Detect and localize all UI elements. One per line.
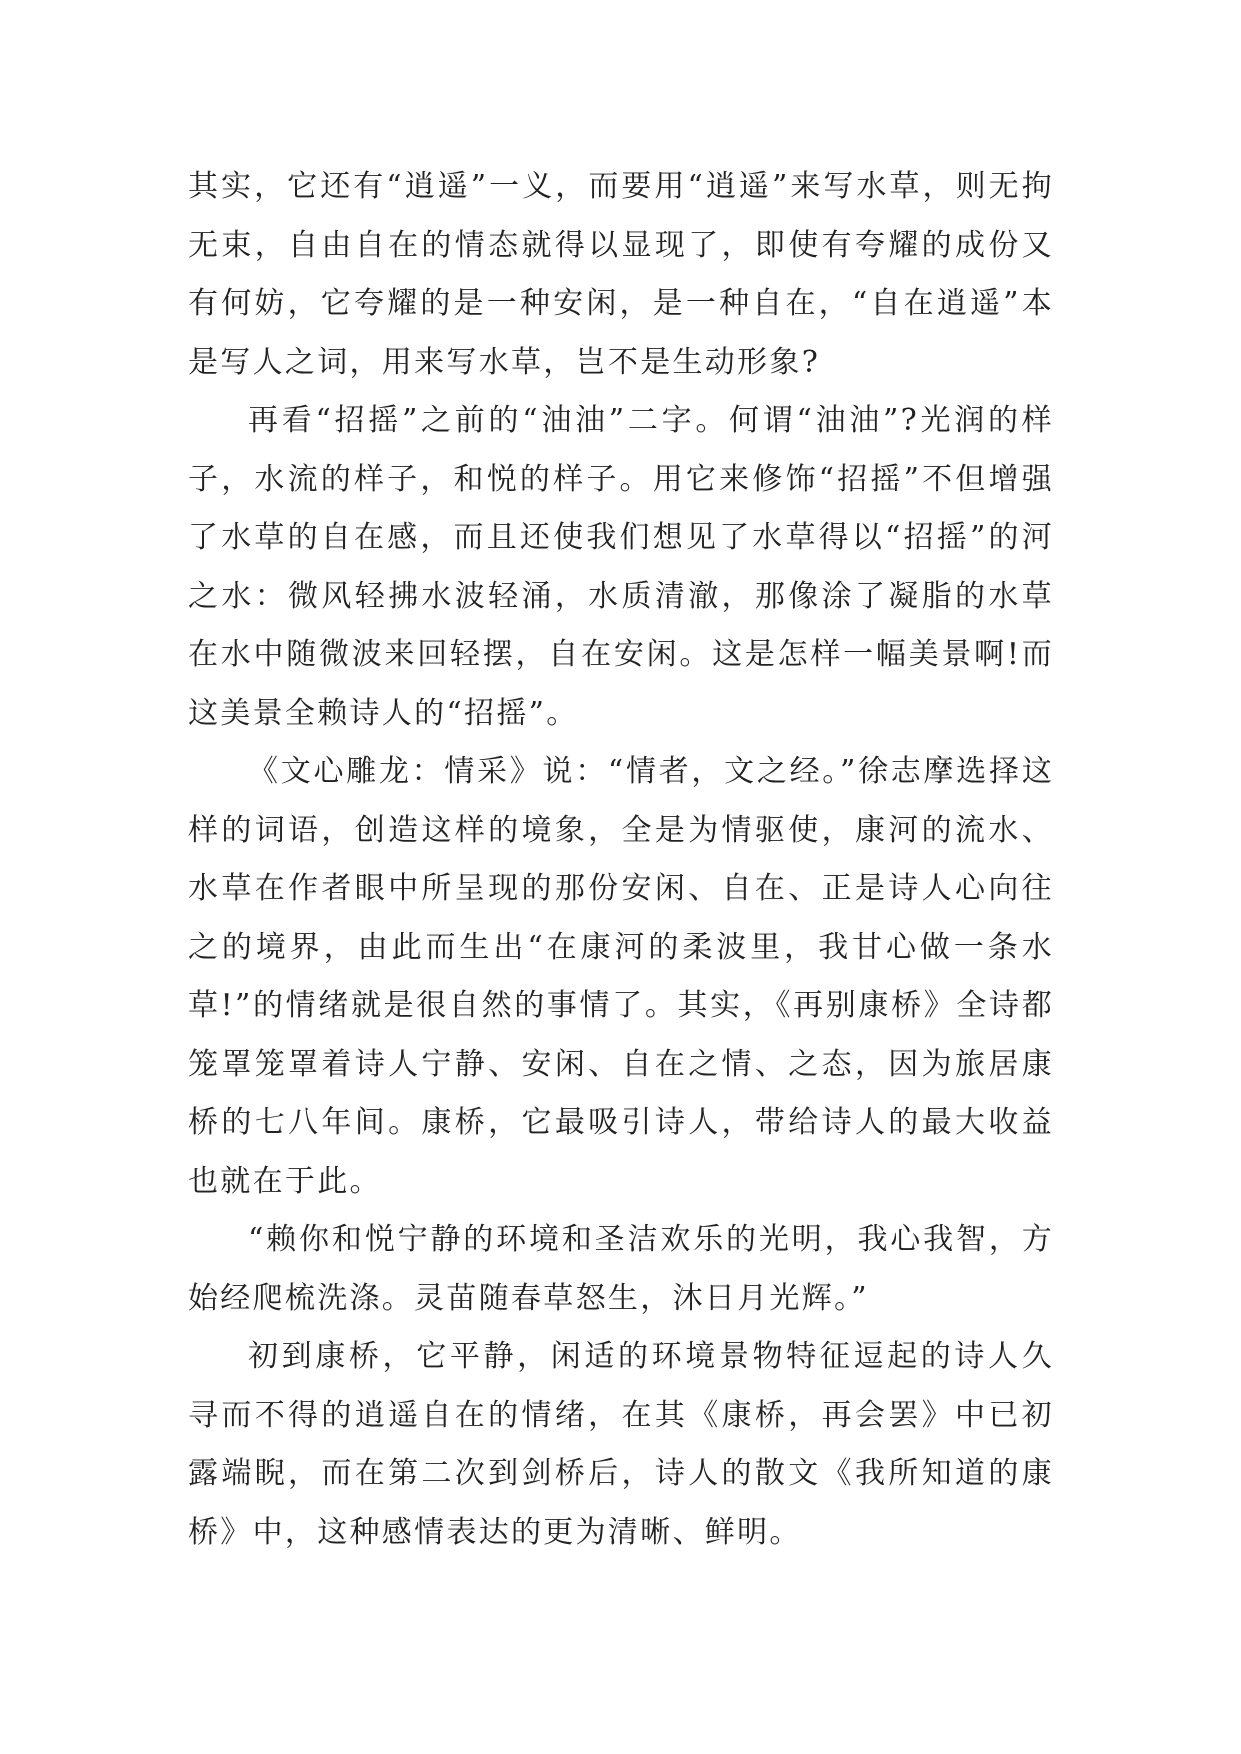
paragraph-5: 初到康桥，它平静，闲适的环境景物特征逗起的诗人久寻而不得的逍遥自在的情绪，在其《康桥，再会罢》中已初露端睨，而在第二次到剑桥后，诗人的散文《我所知道的康桥》中，这种感情表达的更为清晰、鲜明。 — [188, 1339, 1054, 1550]
document-body — [188, 158, 1054, 1562]
paragraph-2: 再看“招摇”之前的“油油”二字。何谓“油油”?光润的样子，水流的样子，和悦的样子。用它来修饰“招摇”不但增强了水草的自在感，而且还使我们想见了水草得以“招摇”的河之水：微风轻拂水波轻涌，水质清澈，那像涂了凝脂的水草在水中随微波来回轻摆，自在安闲。这是怎样一幅美景啊!而这美景全赖诗人的“招摇”。 — [188, 403, 1054, 731]
paragraph-3: 《文心雕龙：情采》说：“情者，文之经。”徐志摩选择这样的词语，创造这样的境象，全是为情驱使，康河的流水、水草在作者眼中所呈现的那份安闲、自在、正是诗人心向往之的境界，由此而生出“在康河的柔波里，我甘心做一条水草!”的情绪就是很自然的事情了。其实，《再别康桥》全诗都笼罩笼罩着诗人宁静、安闲、自在之情、之态，因为旅居康桥的七八年间。康桥，它最吸引诗人，带给诗人的最大收益也就在于此。 — [188, 754, 1054, 1199]
paragraph-1: 其实，它还有“逍遥”一义，而要用“逍遥”来写水草，则无拘无束，自由自在的情态就得以显现了，即使有夸耀的成份又有何妨，它夸耀的是一种安闲，是一种自在，“自在逍遥”本是写人之词，用来写水草，岂不是生动形象? — [188, 169, 1054, 380]
paragraph-4: “赖你和悦宁静的环境和圣洁欢乐的光明，我心我智，方始经爬梳洗涤。灵苗随春草怒生，沐日月光辉。” — [188, 1222, 1054, 1316]
